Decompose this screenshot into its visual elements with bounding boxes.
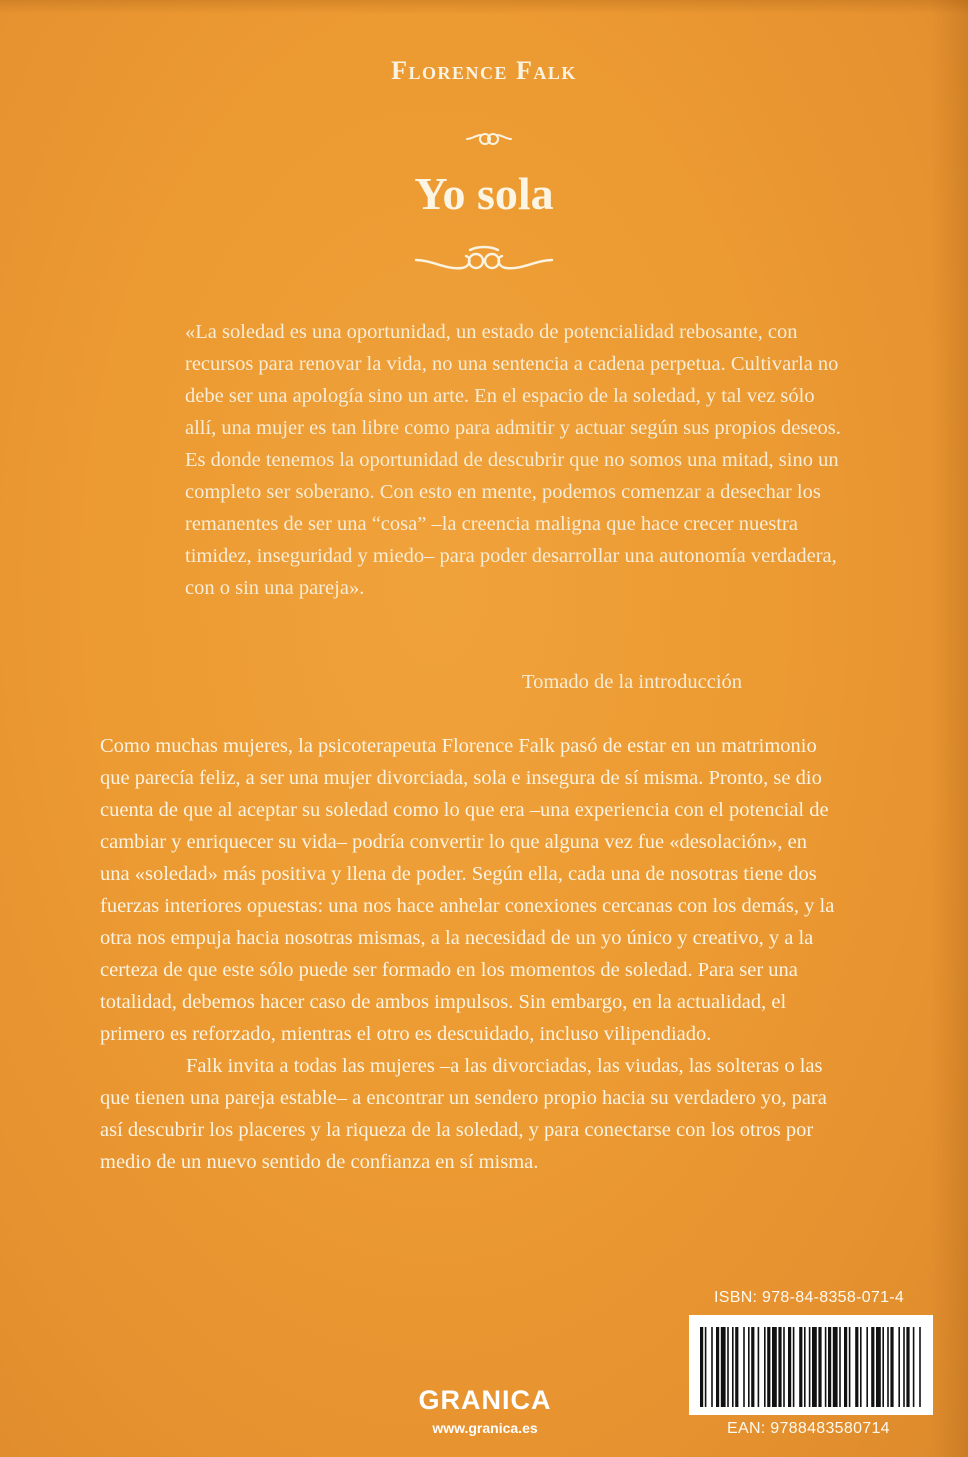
barcode-bar — [799, 1327, 802, 1407]
barcode-bar — [788, 1327, 791, 1407]
barcode-bars — [700, 1327, 922, 1407]
description-paragraph-1: Como muchas mujeres, la psicoterapeuta Florence Falk pasó de estar en un matrimonio que parecía feliz, a ser una mujer divorciada, sola e insegura de sí misma. Pronto, se dio cuenta de que al aceptar su soledad como lo que era –una experiencia con el potencial de cambiar y enriquecer su vida– podría convertir lo que alguna vez fue «desolación», en una «soledad» más positiva y llena de poder. Según ella, cada una de nosotras tiene dos fuerzas interiores opuestas: una nos hace anhelar conexiones cercanas con los demás, y la otra nos empuja hacia nosotras mismas, a la necesidad de un yo único y creativo, y a la certeza de que este sólo puede ser formado en los momentos de soledad. Para ser una totalidad, debemos hacer caso de ambos impulsos. Sin embargo, en la actualidad, el primero es reforzado, mientras el otro es descuidado, incluso vilipendiado. — [100, 735, 835, 1045]
barcode-bar — [818, 1327, 821, 1407]
barcode-bar — [906, 1327, 909, 1407]
barcode-bar — [721, 1327, 726, 1407]
barcode-bar — [860, 1327, 862, 1407]
isbn-number: ISBN: 978-84-8358-071-4 — [714, 1289, 905, 1306]
book-title: Yo sola — [414, 168, 554, 219]
barcode-bar — [871, 1327, 874, 1407]
barcode-bar — [716, 1327, 719, 1407]
quote-text: «La soledad es una oportunidad, un estado de potencialidad rebosante, con recursos para renovar la vida, no una sentencia a cadena perpetua. Cultivarla no debe ser una apología sino un arte. En el espacio de la soledad, y tal vez sólo allí, una mujer es tan libre como para admitir y actuar según sus propios deseos. Es donde tenemos la oportunidad de descubrir que no somos una mitad, sino un completo ser soberano. Con esto en mente, podemos comenzar a desechar los remanentes de ser una “cosa” –la creencia maligna que hace crecer nuestra timidez, inseguridad y miedo– para poder desarrollar una autonomía verdadera, con o sin una pareja». — [185, 321, 841, 599]
barcode-bar — [825, 1327, 827, 1407]
quote-source: Tomado de la introducción — [522, 671, 743, 693]
barcode-bar — [882, 1327, 884, 1407]
book-description — [100, 730, 840, 1178]
barcode-bar — [748, 1327, 750, 1407]
barcode-bar — [705, 1327, 707, 1407]
barcode-bar — [855, 1327, 858, 1407]
barcode-bar — [758, 1327, 760, 1407]
barcode-bar — [839, 1327, 841, 1407]
barcode-bar — [903, 1327, 905, 1407]
barcode — [689, 1315, 933, 1415]
barcode-bar — [876, 1327, 881, 1407]
barcode-bar — [898, 1327, 900, 1407]
barcode-bar — [735, 1327, 738, 1407]
barcode-bar — [772, 1327, 777, 1407]
barcode-bar — [732, 1327, 734, 1407]
publisher-url: www.granica.es — [432, 1420, 538, 1436]
barcode-bar — [812, 1327, 817, 1407]
barcode-bar — [764, 1327, 766, 1407]
epigraph-quote — [185, 316, 845, 604]
description-paragraph-2: Falk invita a todas las mujeres –a las divorciadas, las viudas, las solteras o las que tienen una pareja estable– a encontrar un sendero propio hacia su verdadero yo, para así descubrir los placeres y la riqueza de la soledad, y para conectarse con los otros por medio de un nuevo sentido de confianza en sí misma. — [100, 1055, 827, 1173]
barcode-bar — [833, 1327, 838, 1407]
barcode-bar — [778, 1327, 781, 1407]
barcode-bar — [828, 1327, 831, 1407]
barcode-bar — [887, 1327, 889, 1407]
barcode-bar — [711, 1327, 713, 1407]
barcode-bar — [844, 1327, 847, 1407]
barcode-bar — [700, 1327, 703, 1407]
barcode-bar — [866, 1327, 868, 1407]
barcode-bar — [793, 1327, 795, 1407]
barcode-bar — [849, 1327, 851, 1407]
barcode-bar — [919, 1327, 921, 1407]
ean-number: EAN: 9788483580714 — [727, 1420, 890, 1437]
small-ornament-icon — [464, 126, 514, 150]
top-edge-shadow — [0, 0, 968, 14]
barcode-bar — [804, 1327, 806, 1407]
barcode-bar — [913, 1327, 915, 1407]
barcode-bar — [767, 1327, 770, 1407]
barcode-bar — [751, 1327, 754, 1407]
barcode-bar — [783, 1327, 785, 1407]
large-ornament-icon — [412, 244, 556, 278]
barcode-bar — [743, 1327, 745, 1407]
author-name: Florence Falk — [391, 56, 577, 85]
publisher-logo: GRANICA — [418, 1385, 552, 1415]
barcode-bar — [727, 1327, 729, 1407]
barcode-bar — [890, 1327, 893, 1407]
barcode-bar — [809, 1327, 811, 1407]
